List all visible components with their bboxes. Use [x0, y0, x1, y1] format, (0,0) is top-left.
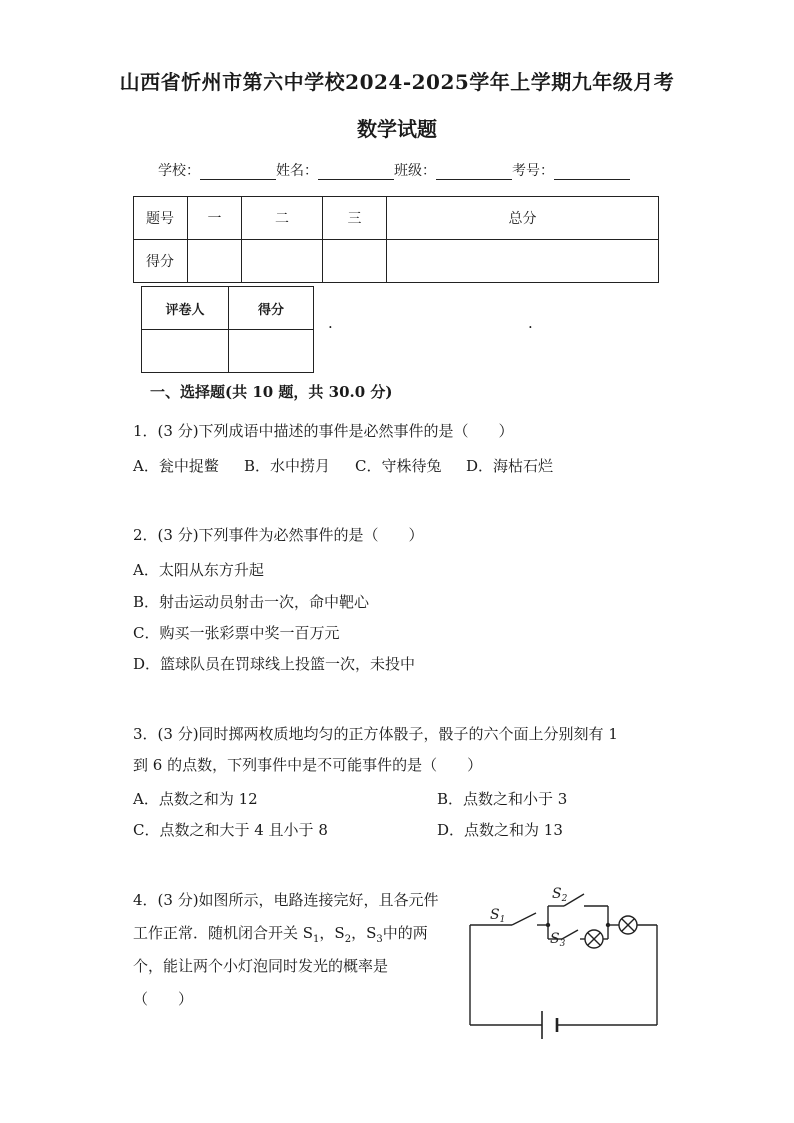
q4-text-sep1: ，S: [319, 924, 345, 942]
question-2-option-b[interactable]: B．射击运动员射击一次，命中靶心: [133, 593, 370, 611]
question-3-option-b[interactable]: B．点数之和小于 3: [437, 790, 568, 808]
circuit-diagram: [460, 880, 670, 1045]
grader-cell[interactable]: [142, 330, 229, 373]
name-field[interactable]: [318, 166, 394, 180]
score-row-label: 得分: [134, 240, 188, 283]
student-info-row: [158, 160, 630, 180]
switch-s3-label: $S_3$: [550, 931, 566, 949]
question-3-stem-line1: 3．(3 分)同时掷两枚质地均匀的正方体骰子，骰子的六个面上分别刻有 1: [133, 725, 618, 743]
grader-cell[interactable]: [229, 330, 314, 373]
question-4-stem-line3: 个，能让两个小灯泡同时发光的概率是: [133, 957, 389, 975]
section-heading: 一、选择题(共 10 题，共 30.0 分): [150, 383, 393, 401]
junction-dot: [546, 923, 550, 927]
score-cell[interactable]: [387, 240, 659, 283]
q4-sub-3: 3: [376, 934, 383, 945]
score-table-header: 二: [242, 197, 323, 240]
grader-header: 得分: [229, 287, 314, 330]
exam-number-label: 考号：: [512, 163, 554, 179]
question-3-option-c[interactable]: C．点数之和大于 4 且小于 8: [133, 821, 328, 839]
question-1-option-a[interactable]: A．瓮中捉鳖: [133, 457, 219, 475]
score-cell[interactable]: [242, 240, 323, 283]
class-label: 班级：: [394, 163, 436, 179]
question-2-option-a[interactable]: A．太阳从东方升起: [133, 561, 264, 579]
switch-s3-icon: [562, 930, 578, 939]
score-table-header: 题号: [134, 197, 188, 240]
dot-mark: .: [528, 314, 533, 332]
question-1-option-b[interactable]: B．水中捞月: [244, 457, 331, 475]
question-1-stem: 1．(3 分)下列成语中描述的事件是必然事件的是（ ）: [133, 422, 514, 440]
question-1-option-c[interactable]: C．守株待兔: [355, 457, 442, 475]
score-table-row: [134, 240, 659, 283]
exam-number-field[interactable]: [554, 166, 630, 180]
q4-sub-2: 2: [344, 934, 352, 945]
question-3-option-a[interactable]: A．点数之和为 12: [133, 790, 258, 808]
q4-text-pre: 工作正常．随机闭合开关 S: [133, 924, 314, 942]
grader-table: [141, 286, 314, 373]
question-4-stem-line1: 4．(3 分)如图所示，电路连接完好，且各元件: [133, 891, 439, 909]
score-table-header: 总分: [387, 197, 659, 240]
question-1-option-d[interactable]: D．海枯石烂: [466, 457, 554, 475]
q4-text-sep2: ，S: [351, 924, 377, 942]
score-cell[interactable]: [188, 240, 242, 283]
switch-s1-label: $S_1$: [490, 907, 506, 925]
score-table-header: 三: [323, 197, 387, 240]
grader-header: 评卷人: [142, 287, 229, 330]
score-table-header-row: [134, 197, 659, 240]
score-table: [133, 196, 659, 283]
switch-s1-icon: [512, 913, 536, 925]
question-2-stem: 2．(3 分)下列事件为必然事件的是（ ）: [133, 526, 424, 544]
q4-text-post: 中的两: [382, 924, 428, 942]
question-3-option-d[interactable]: D．点数之和为 13: [437, 821, 563, 839]
grader-table-row: [142, 330, 314, 373]
question-3-stem-line2: 到 6 的点数，下列事件中是不可能事件的是（ ）: [133, 756, 483, 774]
dot-mark: .: [328, 314, 333, 332]
page-title: 山西省忻州市第六中学校2024-2025学年上学期九年级月考: [119, 70, 675, 94]
score-cell[interactable]: [323, 240, 387, 283]
class-field[interactable]: [436, 166, 512, 180]
question-2-option-c[interactable]: C．购买一张彩票中奖一百万元: [133, 624, 340, 642]
junction-dot: [606, 923, 610, 927]
score-table-header: 一: [188, 197, 242, 240]
q4-sub-1: 1: [313, 934, 320, 945]
page-subtitle: 数学试题: [357, 117, 437, 141]
grader-table-header-row: [142, 287, 314, 330]
question-4-stem-line4: （ ）: [133, 990, 194, 1008]
question-2-option-d[interactable]: D．篮球队员在罚球线上投篮一次，未投中: [133, 655, 416, 673]
switch-s2-label: $S_2$: [552, 886, 568, 904]
name-label: 姓名：: [276, 163, 318, 179]
school-label: 学校：: [158, 163, 200, 179]
question-4-stem-line2: [133, 918, 428, 955]
school-field[interactable]: [200, 166, 276, 180]
